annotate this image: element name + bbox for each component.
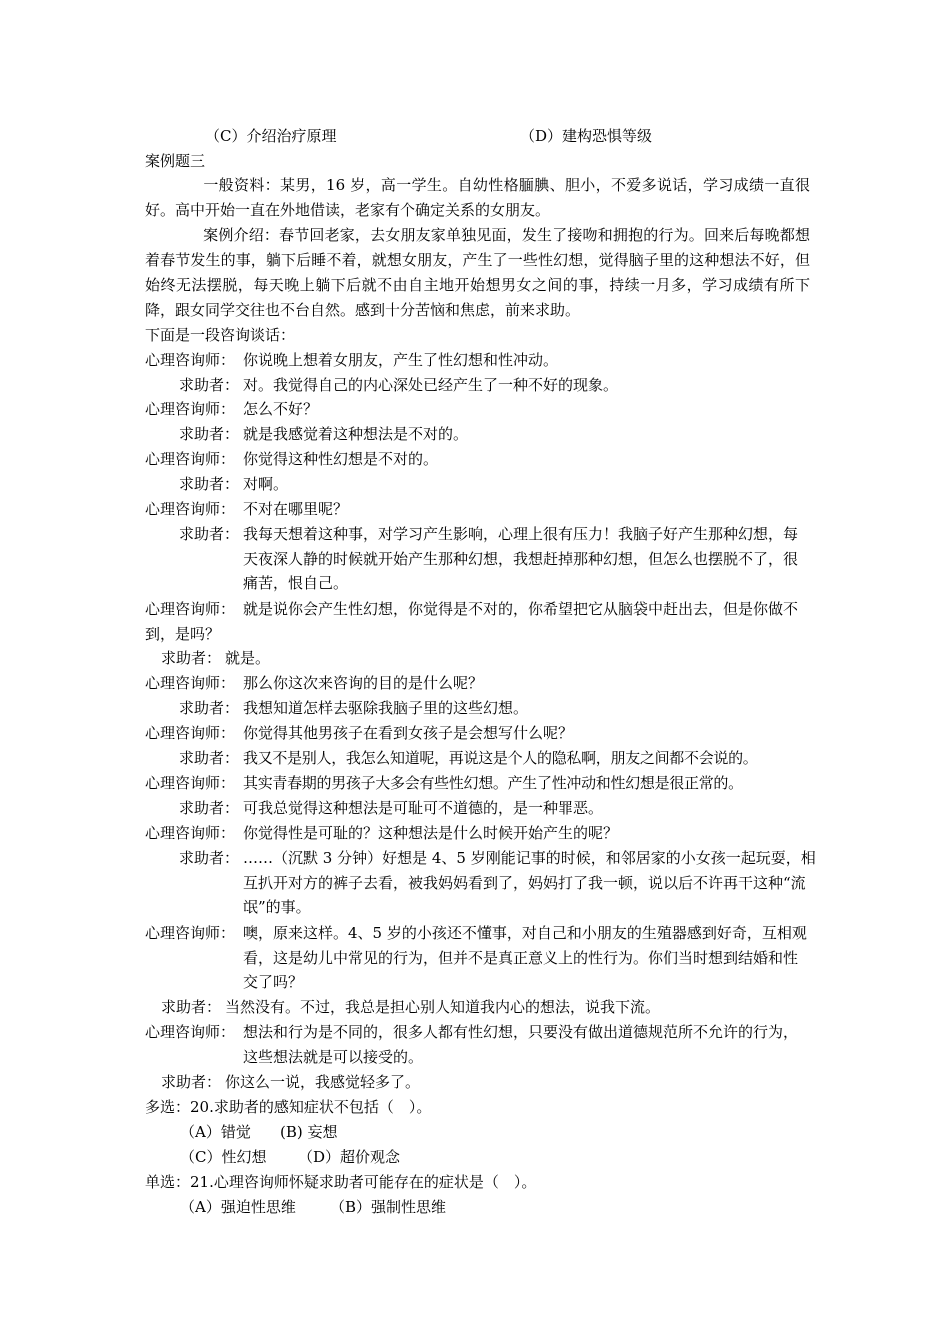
case-intro-text: 案例介绍：春节回老家，去女朋友家单独见面，发生了接吻和拥抱的行为。回来后每晚都想着春节发生的事，躺下后睡不着，就想女朋友，产生了一些性幻想，觉得脑子里的这种想法不好，但始终无法摆脱，每天晚上躺下后就不由自主地开始想男女之间的事，持续一月多，学习成绩有所下降，跟女同学交往也不台自然。感到十分苦恼和焦虑，前来求助。	[145, 226, 810, 319]
dialogue-line	[145, 671, 815, 695]
utterance: 不对在哪里呢？	[243, 500, 349, 518]
dialogue-line	[145, 472, 815, 496]
utterance: 你觉得这种性幻想是不对的。	[243, 450, 439, 468]
option-d-prev: （D）建构恐惧等级	[520, 127, 653, 145]
speaker-counselor: 心理咨询师：	[145, 600, 236, 618]
speaker-counselor: 心理咨询师：	[145, 924, 236, 942]
utterance: 怎么不好？	[243, 400, 319, 418]
dialogue-line	[145, 447, 815, 471]
case-title: 案例题三	[145, 152, 206, 170]
q20-option-c: （C）性幻想	[180, 1148, 267, 1166]
q20-stem: 多选：20.求助者的感知症状不包括（ ）。	[145, 1098, 432, 1116]
speaker-client: 求助者：	[161, 998, 222, 1016]
utterance: 就是。	[225, 649, 271, 667]
utterance: 我每天想着这种事，对学习产生影响，心理上很有压力！我脑子好产生那种幻想，每天夜深人静的时候就开始产生那种幻想，我想赶掉那种幻想，但怎么也摆脱不了，很痛苦，恨自己。	[243, 525, 799, 592]
dialogue-line	[145, 771, 815, 795]
speaker-counselor: 心理咨询师：	[145, 724, 236, 742]
utterance: 你说晚上想着女朋友，产生了性幻想和性冲动。	[243, 351, 559, 369]
dialogue-line	[145, 348, 815, 372]
dialogue-line	[145, 696, 815, 720]
q21-option-a: （A）强迫性思维	[180, 1198, 296, 1216]
q21-stem: 单选：21.心理咨询师怀疑求助者可能存在的症状是（ ）。	[145, 1173, 537, 1191]
speaker-counselor: 心理咨询师：	[145, 500, 236, 518]
speaker-client: 求助者：	[179, 376, 240, 394]
speaker-counselor: 心理咨询师：	[145, 400, 236, 418]
speaker-counselor: 心理咨询师：	[145, 351, 236, 369]
q20-option-b: (B) 妄想	[280, 1123, 338, 1141]
utterance: 可我总觉得这种想法是可耻可不道德的，是一种罪恶。	[243, 799, 604, 817]
utterance: 对啊。	[243, 475, 289, 493]
speaker-counselor: 心理咨询师：	[145, 450, 236, 468]
speaker-counselor: 心理咨询师：	[145, 1023, 236, 1041]
dialogue-line	[145, 821, 815, 845]
speaker-client: 求助者：	[161, 1073, 222, 1091]
speaker-counselor: 心理咨询师：	[145, 674, 236, 692]
dialogue-line	[145, 1020, 815, 1070]
dialogue-line	[145, 995, 815, 1019]
utterance: 你这么一说，我感觉轻多了。	[225, 1073, 421, 1091]
utterance: 其实青春期的男孩子大多会有些性幻想。产生了性冲动和性幻想是很正常的。	[243, 774, 743, 792]
utterance: 我想知道怎样去驱除我脑子里的这些幻想。	[243, 699, 529, 717]
dialogue-line	[145, 646, 815, 670]
q20-option-a: （A）错觉	[180, 1123, 251, 1141]
dialogue-line	[145, 522, 815, 596]
speaker-client: 求助者：	[179, 699, 240, 717]
utterance: ……（沉默 3 分钟）好想是 4、5 岁刚能记事的时候，和邻居家的小女孩一起玩耍，相互扒开对方的裤子去看，被我妈妈看到了，妈妈打了我一顿，说以后不许再干这种“流氓”的事。	[243, 849, 816, 916]
speaker-client: 求助者：	[179, 799, 240, 817]
speaker-client: 求助者：	[179, 749, 240, 767]
utterance: 你觉得其他男孩子在看到女孩子是会想写什么呢？	[243, 724, 574, 742]
q21-option-b: （B）强制性思维	[330, 1198, 447, 1216]
speaker-counselor: 心理咨询师：	[145, 824, 236, 842]
speaker-client: 求助者：	[179, 849, 240, 867]
dialogue-intro: 下面是一段咨询谈话：	[145, 326, 296, 344]
dialogue-line	[145, 921, 815, 995]
utterance: 当然没有。不过，我总是担心别人知道我内心的想法，说我下流。	[225, 998, 661, 1016]
dialogue-line	[145, 746, 815, 770]
case-intro	[145, 223, 810, 323]
utterance: 那么你这次来咨询的目的是什么呢？	[243, 674, 484, 692]
speaker-client: 求助者：	[161, 649, 222, 667]
speaker-client: 求助者：	[179, 525, 240, 543]
speaker-counselor: 心理咨询师：	[145, 774, 236, 792]
dialogue-line	[145, 796, 815, 820]
dialogue-line	[145, 721, 815, 745]
utterance: 就是说你会产生性幻想，你觉得是不对的，你希望把它从脑袋中赶出去，但是你做不到，是吗？	[145, 600, 799, 643]
utterance: 你觉得性是可耻的？这种想法是什么时候开始产生的呢？	[243, 824, 619, 842]
utterance: 就是我感觉着这种想法是不对的。	[243, 425, 469, 443]
general-info	[145, 173, 810, 223]
dialogue-line	[145, 497, 815, 521]
dialogue-line	[145, 1070, 815, 1094]
utterance: 我又不是别人，我怎么知道呢，再说这是个人的隐私啊，朋友之间都不会说的。	[243, 749, 758, 767]
speaker-client: 求助者：	[179, 425, 240, 443]
speaker-client: 求助者：	[179, 475, 240, 493]
general-info-text: 一般资料：某男，16 岁，高一学生。自幼性格腼腆、胆小，不爱多说话，学习成绩一直很好。高中开始一直在外地借读，老家有个确定关系的女朋友。	[145, 176, 810, 219]
utterance: 噢，原来这样。4、5 岁的小孩还不懂事，对自己和小朋友的生殖器感到好奇，互相观看，这是幼儿中常见的行为，但并不是真正意义上的性行为。你们当时想到结婚和性交了吗？	[243, 924, 807, 991]
q20-option-d: （D）超价观念	[298, 1148, 401, 1166]
utterance: 想法和行为是不同的，很多人都有性幻想，只要没有做出道德规范所不允许的行为，这些想法就是可以接受的。	[243, 1023, 799, 1066]
option-c-prev: （C）介绍治疗原理	[205, 127, 337, 145]
dialogue-line	[145, 846, 815, 920]
utterance: 对。我觉得自己的内心深处已经产生了一种不好的现象。	[243, 376, 619, 394]
dialogue-line	[145, 597, 815, 647]
dialogue-line	[145, 373, 815, 397]
dialogue-line	[145, 422, 815, 446]
dialogue-line	[145, 397, 815, 421]
